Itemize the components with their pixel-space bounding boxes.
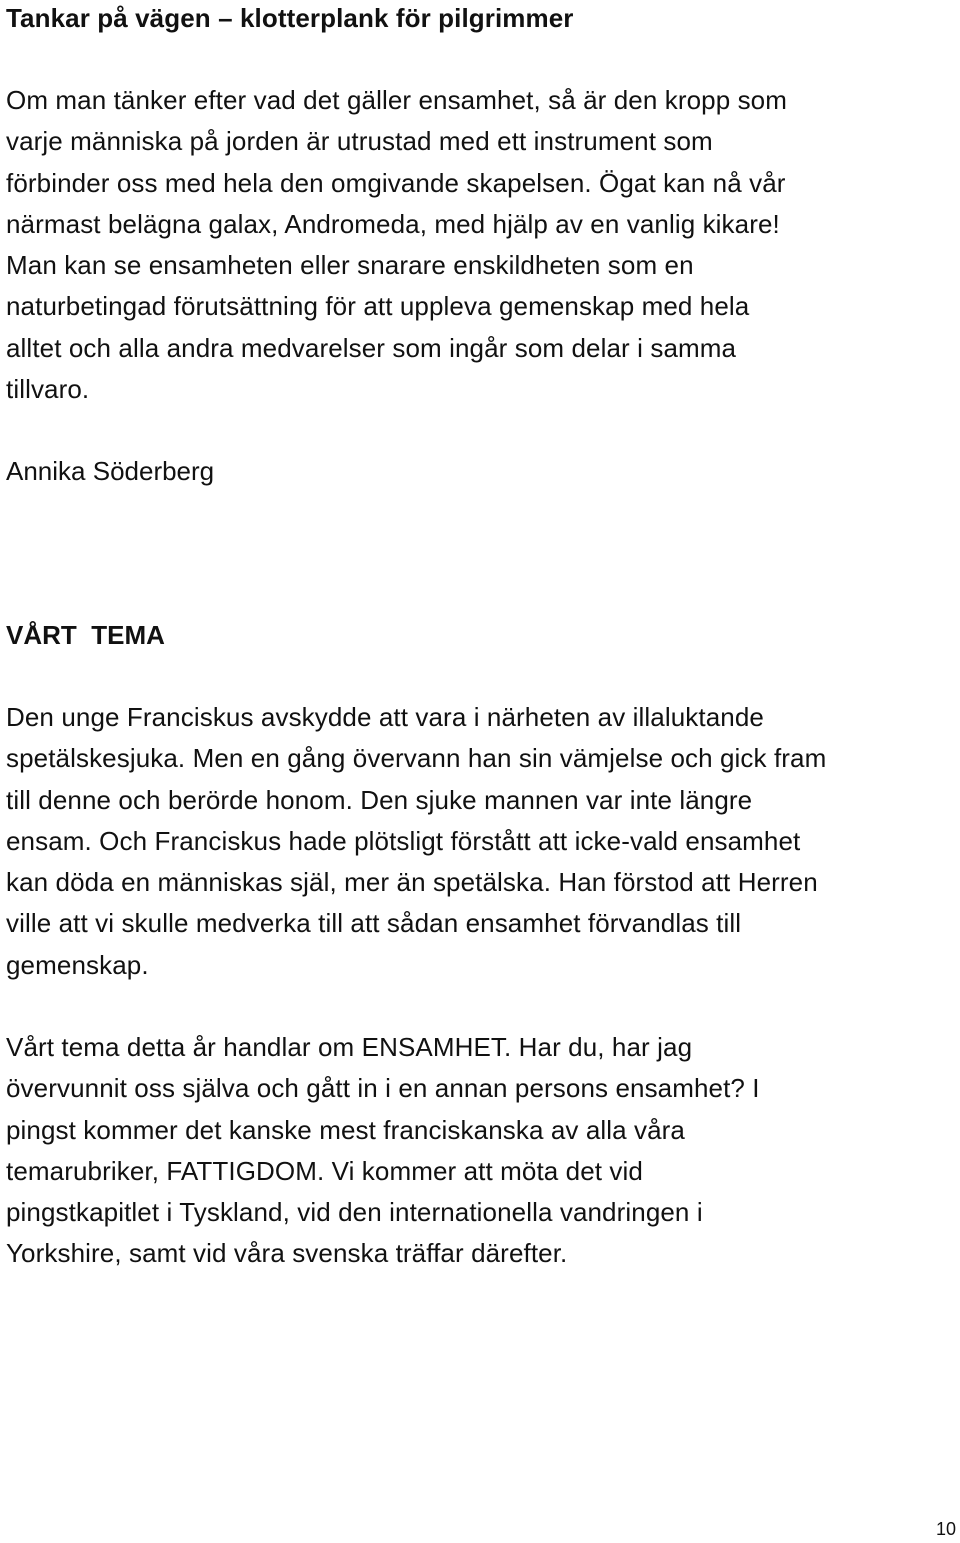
paragraph-line: kan döda en människas själ, mer än spetälska. Han förstod att Herren [6,867,818,898]
paragraph-line: Vårt tema detta år handlar om ENSAMHET. Har du, har jag [6,1032,693,1062]
paragraph-line: ville att vi skulle medverka till att sådan ensamhet förvandlas till [6,908,742,939]
paragraph-line: gemenskap. [6,949,149,980]
paragraph-line: ensam. Och Franciskus hade plötsligt förstått att icke-vald ensamhet [6,825,801,856]
paragraph-line: naturbetingad förutsättning för att uppleva gemenskap med hela [6,291,750,322]
theme-paragraph [6,697,826,986]
paragraph-line: varje människa på jorden är utrustad med ett instrument som [6,126,713,157]
closing-paragraph [6,1027,760,1275]
paragraph-line: närmast belägna galax, Andromeda, med hjälp av en vanlig kikare! [6,208,780,239]
paragraph-line: Om man tänker efter vad det gäller ensamhet, så är den kropp som [6,85,788,115]
paragraph-line: alltet och alla andra medvarelser som ingår som delar i samma [6,332,737,363]
intro-paragraph [6,80,787,410]
paragraph-line: förbinder oss med hela den omgivande skapelsen. Ögat kan nå vår [6,167,786,198]
paragraph-line: tillvaro. [6,374,90,405]
paragraph-line: pingstkapitlet i Tyskland, vid den internationella vandringen i [6,1197,703,1228]
paragraph-line: Yorkshire, samt vid våra svenska träffar därefter. [6,1238,568,1269]
paragraph-line: spetälskesjuka. Men en gång övervann han sin vämjelse och gick fram [6,743,827,774]
paragraph-line: pingst kommer det kanske mest franciskanska av alla våra [6,1114,685,1145]
page-title: Tankar på vägen – klotterplank för pilgrimmer [6,3,574,33]
page-number: 10 [935,1519,956,1539]
paragraph-line: temarubriker, FATTIGDOM. Vi kommer att möta det vid [6,1155,643,1186]
paragraph-line: övervunnit oss själva och gått in i en annan persons ensamhet? I [6,1073,760,1104]
paragraph-line: Den unge Franciskus avskydde att vara i närheten av illaluktande [6,702,764,732]
author-signature: Annika Söderberg [6,456,215,486]
paragraph-line: Man kan se ensamheten eller snarare enskildheten som en [6,250,694,281]
paragraph-line: till denne och berörde honom. Den sjuke mannen var inte längre [6,784,753,815]
section-heading: VÅRT TEMA [6,620,165,650]
